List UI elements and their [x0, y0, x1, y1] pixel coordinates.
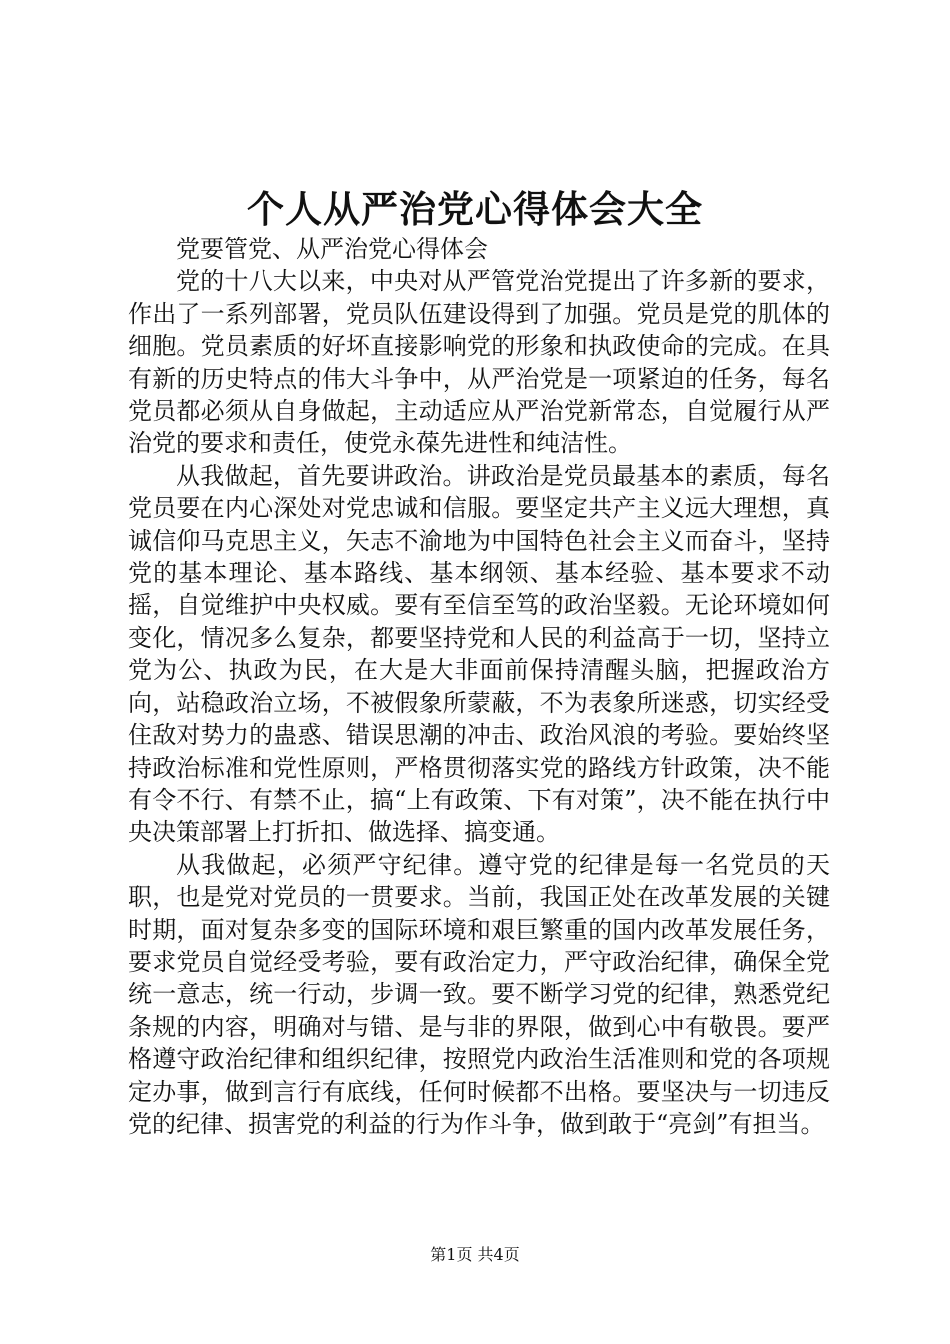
paragraph-discipline: 从我做起，必须严守纪律。遵守党的纪律是每一名党员的天职，也是党对党员的一贯要求。当前，我国正处在改革发展的关键时期，面对复杂多变的国际环境和艰巨繁重的国内改革发展任务，要求党员自觉经受考验，要有政治定力，严守政治纪律，确保全党统一意志，统一行动，步调一致。要不断学习党的纪律，熟悉党纪条规的内容，明确对与错、是与非的界限，做到心中有敬畏。要严格遵守政治纪律和组织纪律，按照党内政治生活准则和党的各项规定办事，做到言行有底线，任何时候都不出格。要坚决与一切违反党的纪律、损害党的利益的行为作斗争，做到敢于“亮剑”有担当。: [128, 850, 830, 1138]
document-title: 个人从严治党心得体会大全: [247, 187, 703, 231]
paragraph-subtitle: 党要管党、从严治党心得体会: [176, 235, 488, 263]
document-body: [128, 233, 830, 1140]
paragraph-politics: 从我做起，首先要讲政治。讲政治是党员最基本的素质，每名党员要在内心深处对党忠诚和信服。要坚定共产主义远大理想，真诚信仰马克思主义，矢志不渝地为中国特色社会主义而奋斗，坚持党的基本理论、基本路线、基本纲领、基本经验、基本要求不动摇，自觉维护中央权威。要有至信至笃的政治坚毅。无论环境如何变化，情况多么复杂，都要坚持党和人民的利益高于一切，坚持立党为公、执政为民，在大是大非面前保持清醒头脑，把握政治方向，站稳政治立场，不被假象所蒙蔽，不为表象所迷惑，切实经受住敌对势力的蛊惑、错误思潮的冲击、政治风浪的考验。要始终坚持政治标准和党性原则，严格贯彻落实党的路线方针政策，决不能有令不行、有禁不止，搞“上有政策、下有对策”，决不能在执行中央决策部署上打折扣、做选择、搞变通。: [128, 461, 830, 847]
page-footer: 第1页 共4页: [430, 1245, 520, 1264]
paragraph-intro: 党的十八大以来，中央对从严管党治党提出了许多新的要求，作出了一系列部署，党员队伍建设得到了加强。党员是党的肌体的细胞。党员素质的好坏直接影响党的形象和执政使命的完成。在具有新的历史特点的伟大斗争中，从严治党是一项紧迫的任务，每名党员都必须从自身做起，主动适应从严治党新常态，自觉履行从严治党的要求和责任，使党永葆先进性和纯洁性。: [128, 267, 830, 458]
